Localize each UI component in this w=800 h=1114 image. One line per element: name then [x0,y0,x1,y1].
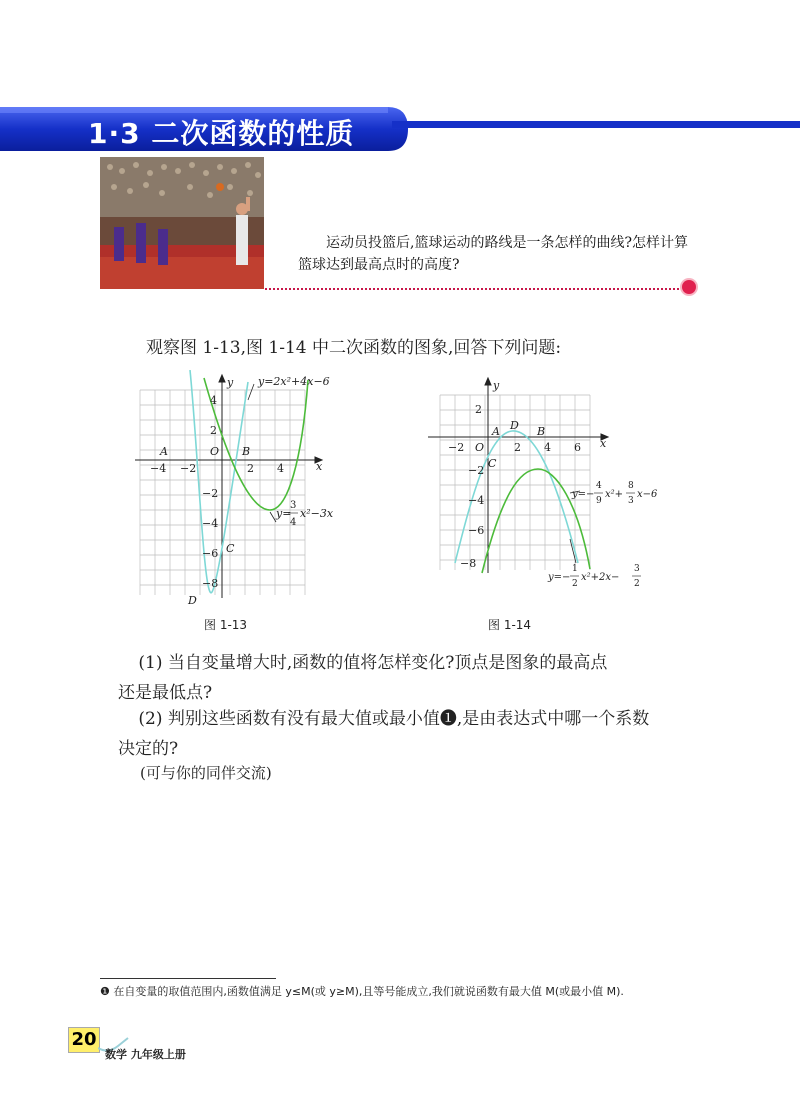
basketball-photo [100,157,264,289]
fig2-label-1-n2: 8 [628,481,634,491]
fig2-ytick-neg6: −6 [468,524,485,537]
fig2-label-2-n1: 1 [572,564,578,574]
question-1-line-1: (1) 当自变量增大时,函数的值将怎样变化?顶点是图象的最高点 [138,653,608,673]
page-number: 20 [68,1027,100,1053]
fig1-label-2-num: 3 [290,500,297,511]
fig2-xtick-6: 6 [574,441,581,454]
fig1-ytick-neg8: −8 [202,577,219,590]
fig1-curve-1 [190,370,251,593]
fig1-label-2-suffix: x²−3x [300,507,334,520]
question-2-line-2: 决定的? [118,739,179,759]
fig2-xtick-2: 2 [514,441,521,454]
intro-question-text: 运动员投篮后,篮球运动的路线是一条怎样的曲线?怎样计算篮球达到最高点时的高度? [298,235,688,273]
footnote-marker: ❶ [100,985,110,998]
section-title: 1·3 二次函数的性质 [88,117,355,150]
fig2-ytick-neg4: −4 [468,494,485,507]
fig2-label-1-a: y=− [572,489,595,500]
fig2-y-arrow [485,378,491,385]
fig1-ytick-2: 2 [210,424,217,437]
fig2-label-2-d2: 2 [634,579,640,589]
footnote-text: 在自变量的取值范围内,函数值满足 y≤M(或 y≥M),且等号能成立,我们就说函数有最大值 M(或最小值 M). [113,985,624,998]
fig1-point-a: A [160,445,168,458]
fig1-point-b: B [242,445,251,458]
fig1-point-c: C [226,542,235,555]
fig1-leader-1 [248,384,254,400]
fig1-point-d: D [188,594,197,607]
fig1-xtick-2: 2 [247,462,254,475]
fig2-label-1-b: x²+ [605,489,624,500]
fig2-label-1-c: x−6 [637,489,658,500]
fig1-xtick-neg4: −4 [150,462,167,475]
footnote [100,983,720,999]
fig1-x-label: x [316,460,323,473]
fig2-label-1-d1: 9 [596,496,602,506]
figure-1-14-caption: 图 1-14 [488,618,532,632]
dotted-divider [265,288,683,290]
fig2-origin: O [475,441,485,454]
fig1-xtick-4: 4 [277,462,284,475]
book-title: 数学 九年级上册 [105,1048,186,1061]
fig2-curve-2 [482,469,590,573]
fig2-label-2-n2: 3 [634,564,640,574]
fig1-label-2-den: 4 [290,517,297,528]
intro-question [298,232,698,276]
fig2-label-2-d1: 2 [572,579,578,589]
fig1-curve-2 [204,378,308,510]
fig1-ytick-neg2: −2 [202,487,219,500]
fig1-ytick-neg6: −6 [202,547,219,560]
fig2-xtick-neg2: −2 [448,441,465,454]
question-2-line-1: (2) 判别这些函数有没有最大值或最小值❶,是由表达式中哪一个系数 [138,709,650,729]
figure-1-14 [420,373,700,593]
fig2-ytick-2: 2 [475,403,482,416]
fig2-label-1-d2: 3 [628,496,634,506]
fig2-label-2-a: y=− [548,572,571,583]
fig2-ytick-neg8: −8 [460,557,477,570]
question-2 [118,704,718,764]
fig2-x-label: x [600,437,607,450]
fig1-origin: O [210,445,220,458]
fig2-label-2-b: x²+2x− [581,572,620,583]
fig2-point-a: A [492,425,500,438]
figure-1-13-caption: 图 1-13 [204,618,248,632]
question-1 [118,648,718,708]
question-1-line-2: 还是最低点? [118,683,213,703]
fig2-ytick-neg2: −2 [468,464,485,477]
fig1-xtick-neg2: −2 [180,462,197,475]
fig2-xtick-4: 4 [544,441,551,454]
exchange-note: (可与你的同伴交流) [140,764,272,782]
fig2-point-c: C [488,457,497,470]
fig1-y-label: y [227,376,234,389]
lead-sentence: 观察图 1-13,图 1-14 中二次函数的图象,回答下列问题: [146,338,562,358]
fig2-y-label: y [493,379,500,392]
fig1-y-arrow [219,375,225,382]
fig1-ytick-neg4: −4 [202,517,219,530]
fig2-point-b: B [537,425,546,438]
footnote-rule [100,978,276,979]
divider-end-dot [682,280,696,294]
fig1-label-2-prefix: y= [276,507,292,520]
fig1-ytick-4: 4 [210,394,217,407]
fig1-label-1: y=2x²+4x−6 [258,375,330,388]
figure-1-13 [130,370,340,610]
fig2-point-d: D [510,419,519,432]
fig2-label-1-n1: 4 [596,481,602,491]
